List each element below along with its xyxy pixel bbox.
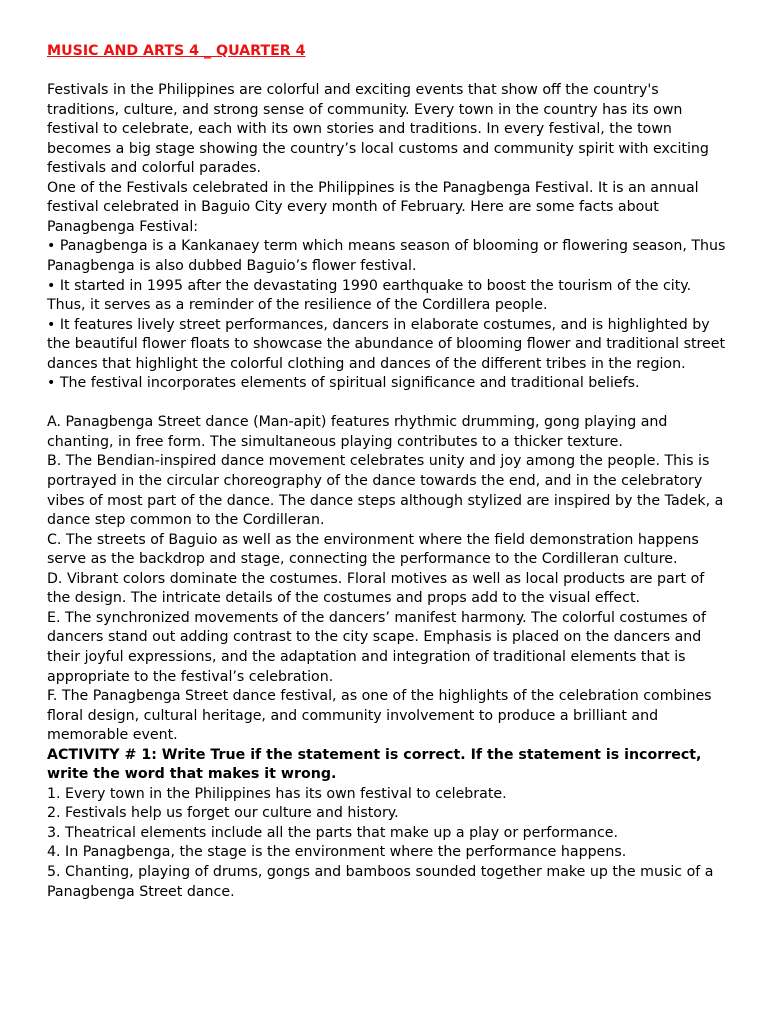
fact-item: • Panagbenga is a Kankanaey term which means season of blooming or flowering season, Thus Panagbenga is also dubbed Baguio’s flower festival. (47, 238, 726, 275)
fact-item: • It started in 1995 after the devastating 1990 earthquake to boost the tourism of the city. Thus, it serves as a reminder of the resilience of the Cordillera people. (47, 277, 692, 314)
spacer (47, 62, 728, 82)
question-item: 5. Chanting, playing of drums, gongs and bamboos sounded together make up the music of a Panagbenga Street dance. (47, 863, 714, 900)
intro-paragraph: Festivals in the Philippines are colorful and exciting events that show off the country's traditions, culture, and strong sense of community. Every town in the country has its own festival to celebrate, each with its own stories and traditions. In every festival, the town becomes a big stage showing the country’s local customs and community spirit with exciting festivals and colorful parades. (47, 82, 709, 177)
element-item: D. Vibrant colors dominate the costumes. Floral motives as well as local products are part of the design. The intricate details of the costumes and props add to the visual effect. (47, 570, 705, 607)
question-item: 2. Festivals help us forget our culture and history. (47, 805, 399, 822)
spacer (47, 394, 728, 414)
element-item: F. The Panagbenga Street dance festival, as one of the highlights of the celebration combines floral design, cultural heritage, and community involvement to produce a brilliant and memorable event. (47, 688, 712, 744)
fact-item: • It features lively street performances, dancers in elaborate costumes, and is highlighted by the beautiful flower floats to showcase the abundance of blooming flower and traditional street dances that highlight the colorful clothing and dances of the different tribes in the region. (47, 316, 726, 372)
activity-heading: ACTIVITY # 1: Write True if the statement is correct. If the statement is incorrect, write the word that makes it wrong. (47, 746, 702, 783)
element-item: A. Panagbenga Street dance (Man-apit) features rhythmic drumming, gong playing and chanting, in free form. The simultaneous playing contributes to a thicker texture. (47, 414, 668, 450)
document-title: MUSIC AND ARTS 4 _ QUARTER 4 (47, 43, 306, 59)
element-item: C. The streets of Baguio as well as the environment where the field demonstration happens serve as the backdrop and stage, connecting the performance to the Cordilleran culture. (47, 531, 699, 568)
question-item: 4. In Panagbenga, the stage is the environment where the performance happens. (47, 844, 627, 861)
element-item: E. The synchronized movements of the dancers’ manifest harmony. The colorful costumes of dancers stand out adding contrast to the city scape. Emphasis is placed on the dancers and their joyful expressions, and the adaptation and integration of traditional elements that is appropriate to the festival’s celebration. (47, 609, 706, 685)
question-item: 1. Every town in the Philippines has its own festival to celebrate. (47, 785, 507, 802)
panagbenga-intro-paragraph: One of the Festivals celebrated in the Philippines is the Panagbenga Festival. It is an annual festival celebrated in Baguio City every month of February. Here are some facts about Panagbenga Festival: (47, 179, 699, 235)
fact-item: • The festival incorporates elements of spiritual significance and traditional beliefs. (47, 375, 640, 392)
question-item: 3. Theatrical elements include all the parts that make up a play or performance. (47, 824, 619, 841)
element-item: B. The Bendian-inspired dance movement celebrates unity and joy among the people. This is portrayed in the circular choreography of the dance towards the end, and in the celebratory vibes of most part of the dance. The dance steps although stylized are inspired by the Tadek, a dance step common to the Cordilleran. (47, 453, 724, 529)
